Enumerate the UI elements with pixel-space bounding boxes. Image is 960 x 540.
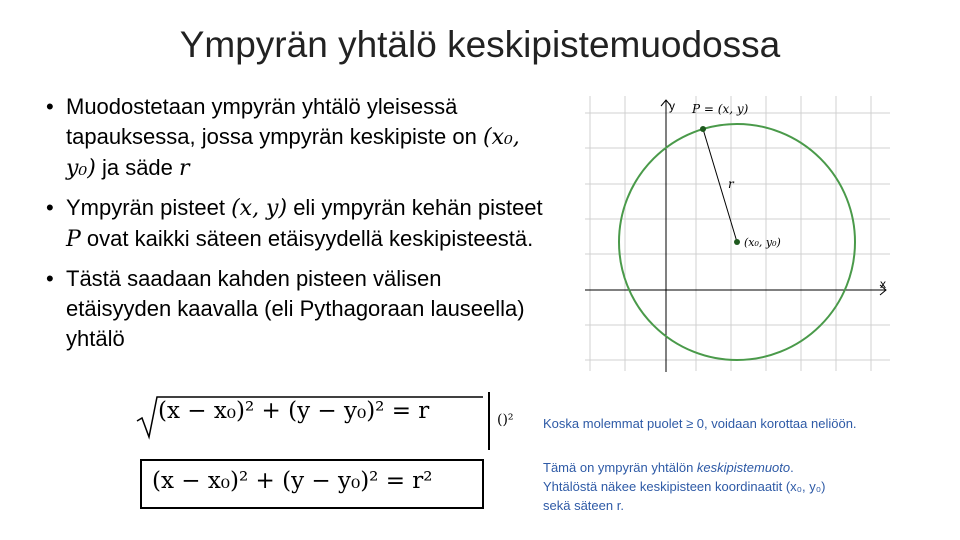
equation-final: (x − x₀)² + (y − y₀)² = r² xyxy=(152,468,433,494)
point-p xyxy=(700,126,706,132)
bullet-item-3: • Tästä saadaan kahden pisteen välisen etäisyyden kaavalla (eli Pythagoraan lauseella) yhtälö xyxy=(44,264,544,354)
bullet-item-1: • Muodostetaan ympyrän yhtälö yleisessä tapauksessa, jossa ympyrän keskipiste on (x₀, y₀) ja säde r xyxy=(44,92,544,184)
y-axis-label: y xyxy=(669,99,675,113)
center-point xyxy=(734,239,740,245)
center-coords: (x₀, y₀) xyxy=(66,125,520,181)
bullet-item-2: • Ympyrän pisteet (x, y) eli ympyrän kehän pisteet P ovat kaikki säteen etäisyydellä keskipisteestä. xyxy=(44,193,544,255)
circle-graph xyxy=(580,96,910,376)
bullet-list xyxy=(44,92,544,363)
operation-bar xyxy=(488,392,490,450)
point-coords: (x, y) xyxy=(231,196,288,221)
radius-symbol: r xyxy=(179,156,190,181)
note-square: Koska molemmat puolet ≥ 0, voidaan korottaa neliöön. xyxy=(543,416,857,431)
grid xyxy=(585,96,890,371)
note-center-form: Tämä on ympyrän yhtälön keskipistemuoto. Yhtälöstä näkee keskipisteen koordinaatit (x₀, y₀) sekä säteen r. xyxy=(543,460,826,513)
square-operation: ()² xyxy=(497,412,514,428)
x-axis-label: x xyxy=(880,277,886,291)
point-p-label: P = (x, y) xyxy=(692,102,749,116)
radius-label: r xyxy=(728,177,734,191)
page-title: Ympyrän yhtälö keskipistemuodossa xyxy=(179,24,781,65)
point-symbol: P xyxy=(66,227,81,252)
equation-sqrt: (x − x₀)² + (y − y₀)² = r xyxy=(158,398,430,424)
center-label: (x₀, y₀) xyxy=(744,236,781,249)
